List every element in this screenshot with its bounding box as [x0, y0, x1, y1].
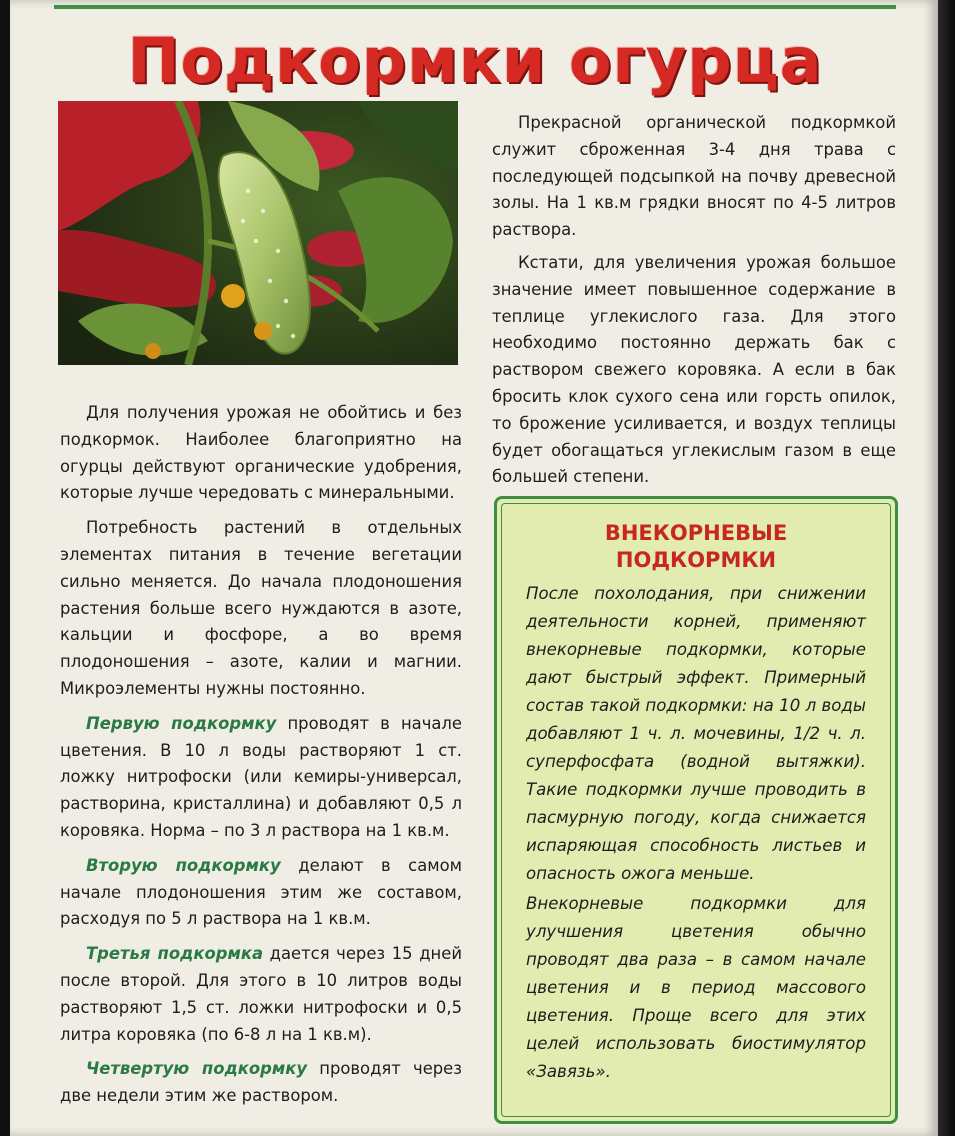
scan-edge [938, 0, 955, 1136]
intro-paragraph: Для получения урожая не обойтись и без подкормок. Наиболее благоприятно на огурцы действуют органические удобрения, которые лучше чередовать с минеральными. [60, 403, 462, 503]
foliar-feeding-sidebar [494, 496, 898, 1124]
second-feeding-paragraph [60, 853, 462, 933]
sidebar-title-line1: ВНЕКОРНЕВЫЕ [604, 521, 788, 545]
cucumber-photo [58, 101, 458, 365]
co2-paragraph: Кстати, для увеличения урожая большое значение имеет повышенное содержание в теплице углекислого газа. Для этого необходимо постоянно держать бак с раствором свежего коровяка. А если в бак бросить клок сухого сена или горсть опилок, то брожение усиливается, и воздух теплицы будет обогащаться углекислым газом в еще большей степени. [492, 252, 896, 487]
sidebar-paragraph-1: После похолодания, при снижении деятельности корней, применяют внекорневые подкормки, которые дают быстрый эффект. Примерный состав такой подкормки: на 10 л воды добавляют 1 ч. л. мочевины, 1/2 ч. л. суперфосфата (водной вытяжки). Такие подкормки лучше проводить в пасмурную погоду, когда снижается испаряющая способность листьев и опасность ожога меньше. [526, 584, 866, 883]
article-title: Подкормки огурца [127, 24, 823, 97]
third-feeding-paragraph [60, 941, 462, 1048]
fourth-feeding-lead: Четвертую подкормку [86, 1059, 308, 1079]
sidebar-inner-frame [501, 503, 891, 1117]
first-feeding-lead: Первую подкормку [86, 713, 277, 733]
fourth-feeding-text: проводят через две недели этим же раствором. [60, 1059, 462, 1106]
magazine-page [10, 0, 938, 1136]
second-feeding-lead: Вторую подкормку [86, 855, 281, 875]
third-feeding-text: дается через 15 дней после второй. Для этого в 10 литров воды растворяют 1,5 ст. ложки нитрофоски и 0,5 литра коровяка (по 6-8 л на 1 кв.м). [60, 944, 462, 1044]
organic-feeding-paragraph: Прекрасной органической подкормкой служит сброженная 3-4 дня трава с последующей подсыпкой на почву древесной золы. На 1 кв.м грядки вносят по 4-5 литров раствора. [492, 113, 896, 240]
second-feeding-text: делают в самом начале плодоношения этим же составом, расходуя по 5 л раствора на 1 кв.м. [60, 855, 462, 929]
first-feeding-paragraph [60, 711, 462, 845]
sidebar-paragraph-2: Внекорневые подкормки для улучшения цветения обычно проводят два раза – в самом начале цветения и в период массового цветения. Проще всего для этих целей использовать биостимулятор «Завязь». [526, 894, 866, 1081]
third-feeding-lead: Третья подкормка [86, 944, 264, 964]
left-column [60, 400, 462, 1110]
right-column [492, 110, 896, 497]
sidebar-title [526, 520, 866, 574]
nutrient-needs-paragraph: Потребность растений в отдельных элементах питания в течение вегетации сильно меняется. До начала плодоношения растения больше всего нуждаются в азоте, кальции и фосфоре, а во время плодоношения – азоте, калии и магнии. Микроэлементы нужны постоянно. [60, 518, 462, 698]
top-rule [54, 5, 896, 9]
first-feeding-text: проводят в начале цветения. В 10 л воды растворяют 1 ст. ложку нитрофоски (или кемиры-универсал, растворина, кристаллина) и добавляют 0,5 л коровяка. Норма – по 3 л раствора на 1 кв.м. [60, 713, 462, 840]
sidebar-title-line2: ПОДКОРМКИ [615, 548, 777, 572]
fourth-feeding-paragraph [60, 1056, 462, 1110]
